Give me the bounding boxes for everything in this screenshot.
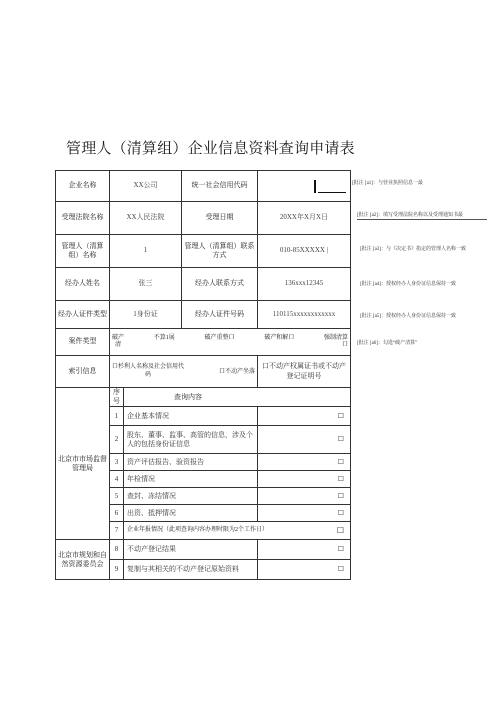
id-type-label: 经办人证件类型	[56, 301, 110, 329]
item-no: 6	[110, 505, 124, 522]
option-bankruptcy-liquidation[interactable]: 不算1展	[153, 334, 175, 341]
group-planning-resources: 北京市规划和自然资源委员会	[56, 540, 110, 580]
item-no: 1	[110, 407, 124, 426]
item-checkbox[interactable]: ☐	[258, 560, 351, 580]
item-no: 5	[110, 488, 124, 505]
item-no: 2	[110, 426, 124, 454]
comment-a5[interactable]: [批注 [a5]：授权经办人身份证信息保持一致	[360, 314, 456, 319]
item-text: 资产评估报告、验资报告	[124, 454, 258, 471]
case-type-label: 案件类型	[56, 329, 110, 356]
comment-a4[interactable]: [批注 [a4]：授权经办人身份证信息保持一致	[360, 282, 456, 287]
manager-contact-value[interactable]: 010-85XXXXX |	[258, 235, 351, 268]
option-property-location[interactable]: 口不动产坐落	[218, 369, 255, 375]
credit-code-label: 统一社会信用代码	[182, 171, 258, 202]
item-text: 企业基本情况	[124, 407, 258, 426]
option-property-certificate[interactable]: 口不动产权属证书或不动产登记证明号	[258, 356, 351, 388]
item-text: 不动产登记结果	[124, 540, 258, 560]
header-content: 查询内容	[124, 388, 351, 407]
item-no: 3	[110, 454, 124, 471]
index-options-a	[110, 356, 258, 388]
item-7-cell	[124, 522, 351, 540]
row-handler	[56, 268, 351, 301]
case-type-options	[110, 329, 351, 356]
item-text: 股东、董事、监事、高管的信息，涉及个人的包括身份证信息	[124, 426, 258, 454]
id-number-label: 经办人证件号码	[182, 301, 258, 329]
text-cursor	[314, 180, 316, 193]
case-type-prefix: 破产 清	[112, 334, 125, 348]
item-no: 9	[110, 560, 124, 580]
option-settlement[interactable]: 破产和解口	[264, 334, 295, 341]
accept-date-label: 受理日期	[182, 202, 258, 235]
comment-a1[interactable]: [批注 [a1]：与营业执照信息一最	[352, 181, 423, 186]
handler-contact-label: 经办人联系方式	[182, 268, 258, 301]
id-type-value[interactable]: 1身份证	[110, 301, 182, 329]
row-case-type	[56, 329, 351, 356]
comment-a3[interactable]: [批注 [a3]：与《决定书》指定的管理人名称一致	[360, 247, 466, 252]
header-no: 序号	[110, 388, 124, 407]
row-index	[56, 356, 351, 388]
query-header-row	[56, 388, 351, 407]
underline-field	[318, 182, 346, 193]
option-creditor-name[interactable]: 口杉利人名称及社会信用代码	[112, 364, 185, 378]
handler-name-value[interactable]: 张三	[110, 268, 182, 301]
query-row	[56, 540, 351, 560]
comment-a6[interactable]: [批注 [a6]：勾选“破产清算”	[357, 341, 418, 346]
manager-contact-label: 管理人（清算组）联系方式	[182, 235, 258, 268]
item-checkbox[interactable]: ☐	[258, 407, 351, 426]
company-name-value[interactable]: XX公司	[110, 171, 182, 202]
item-checkbox[interactable]: ☐	[258, 454, 351, 471]
item-no: 7	[110, 522, 124, 540]
item-checkbox[interactable]: ☐	[258, 540, 351, 560]
forced-liquidation-checkbox[interactable]: 口	[341, 342, 348, 348]
item-checkbox[interactable]: ☐	[258, 426, 351, 454]
item-text: 复制与其相关的不动产登记原始资料	[124, 560, 258, 580]
application-form	[55, 170, 351, 580]
court-value[interactable]: XX人民法院	[110, 202, 182, 235]
item-no: 4	[110, 471, 124, 488]
accept-date-value[interactable]: 20XX年X月X日	[258, 202, 351, 235]
row-company-name	[56, 171, 351, 202]
manager-name-label: 管理人（清算组）名称	[56, 235, 110, 268]
credit-code-field[interactable]	[258, 171, 351, 202]
option-forced-liquidation[interactable]: 强制清算 口	[323, 334, 348, 348]
comment-a2[interactable]: [批注 [a2]：填写受理法院名称以及受理通知书最	[357, 213, 463, 218]
item-text: 出资、抵押情况	[124, 505, 258, 522]
row-id	[56, 301, 351, 329]
item-checkbox[interactable]: ☐	[258, 471, 351, 488]
item-no: 8	[110, 540, 124, 560]
handler-name-label: 经办人姓名	[56, 268, 110, 301]
option-reorganization[interactable]: 破产重整口	[204, 334, 235, 341]
group-market-regulation: 北京市市场监督管理局	[56, 388, 110, 540]
item-text: 查封、冻结情况	[124, 488, 258, 505]
court-label: 受理法院名称	[56, 202, 110, 235]
item-checkbox[interactable]: ☐	[258, 505, 351, 522]
company-name-label: 企业名称	[56, 171, 110, 202]
handler-contact-value[interactable]: 136xxx12345	[258, 268, 351, 301]
form-title: 管理人（清算组）企业信息资料查询申请表	[66, 140, 355, 157]
comment-connector	[357, 219, 487, 220]
manager-name-value[interactable]: 1	[110, 235, 182, 268]
item-text: 企业年报情况（此项查询内容办理时限为2个工作日）	[127, 526, 269, 533]
item-checkbox[interactable]: ☐	[336, 525, 344, 535]
row-manager	[56, 235, 351, 268]
index-label: 索引信息	[56, 356, 110, 388]
item-checkbox[interactable]: ☐	[258, 488, 351, 505]
item-text: 年检情况	[124, 471, 258, 488]
id-number-value[interactable]: 110115xxxxxxxxxxxx	[258, 301, 351, 329]
row-court	[56, 202, 351, 235]
